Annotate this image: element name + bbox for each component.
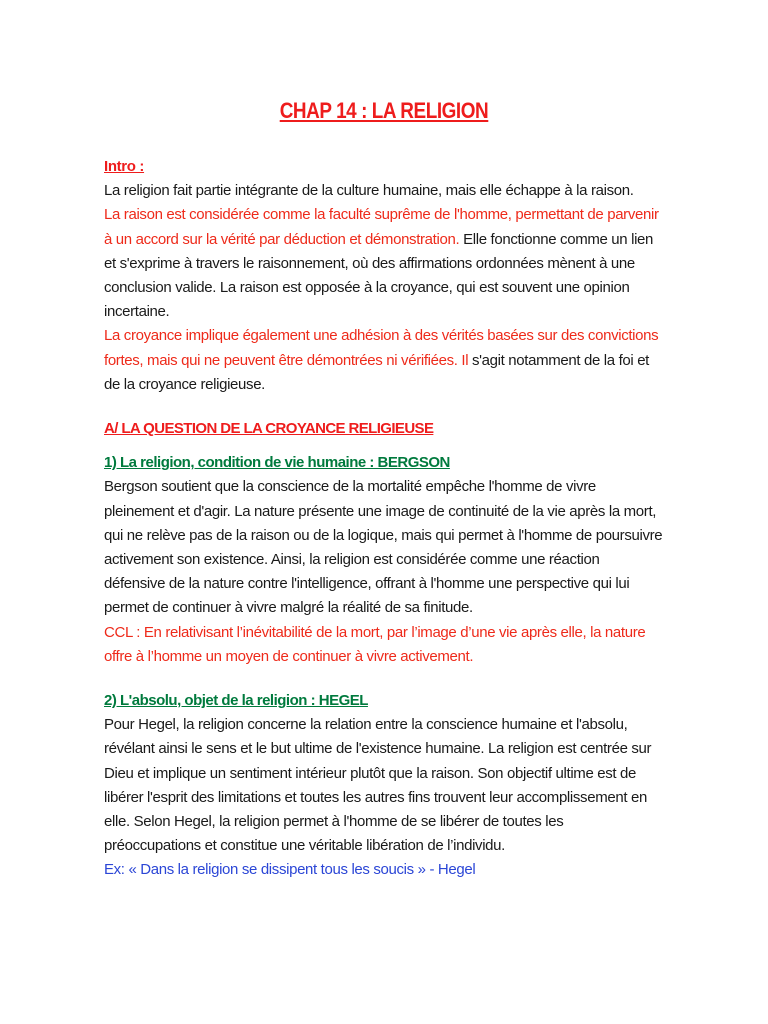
document-body xyxy=(104,155,664,883)
sub2-heading: 2) L'absolu, objet de la religion : HEGEL xyxy=(104,692,368,710)
sub2-body: Pour Hegel, la religion concerne la relation entre la conscience humaine et l'absolu, révélant ainsi le sens et le but ultime de l'existence humaine. La religion est centrée sur Dieu et implique un sentiment intérieur plutôt que la raison. Son objectif ultime est de libérer l'esprit des limitations et toutes les autres fins trouvent leur accomplissement en elle. Selon Hegel, la religion permet à l'homme de se libérer de toutes les préoccupations et constitue une véritable libération de l’individu. xyxy=(104,716,652,855)
page-title: CHAP 14 : LA RELIGION xyxy=(279,98,489,123)
intro-paragraph-3-text: s'agit notamment de la foi et de la croyance religieuse. xyxy=(104,351,650,393)
sub1-conclusion: CCL : En relativisant l’inévitabilité de la mort, par l’image d’une vie après elle, la nature offre à l’homme un moyen de continuer à vivre activement. xyxy=(104,623,646,665)
intro-paragraph-2-text: Elle fonctionne comme un lien et s'exprime à travers le raisonnement, où des affirmations ordonnées mènent à une conclusion valide. La raison est opposée à la croyance, qui est souvent une opinion incertaine. xyxy=(104,230,654,321)
intro-paragraph-3-highlight: La croyance implique également une adhésion à des vérités basées sur des convictions fortes, mais qui ne peuvent être démontrées ni vérifiées. Il xyxy=(104,327,659,369)
intro-heading: Intro : xyxy=(104,158,145,175)
sub1-heading: 1) La religion, condition de vie humaine : BERGSON xyxy=(104,454,450,472)
intro-paragraph-1: La religion fait partie intégrante de la culture humaine, mais elle échappe à la raison. xyxy=(104,182,634,200)
intro-paragraph-2-highlight: La raison est considérée comme la faculté suprême de l'homme, permettant de parvenir à un accord sur la vérité par déduction et démonstration. xyxy=(104,206,659,248)
sub1-body: Bergson soutient que la conscience de la mortalité empêche l'homme de vivre pleinement et d'agir. La nature présente une image de continuité de la vie après la mort, qui ne relève pas de la raison ou de la logique, mais qui permet à l'homme de poursuivre activement son existence. Ainsi, la religion est considérée comme une réaction défensive de la nature contre l'intelligence, offrant à l'homme une perspective qui lui permet de continuer à vivre malgré la réalité de sa finitude. xyxy=(104,478,663,617)
section-a-heading: A/ LA QUESTION DE LA CROYANCE RELIGIEUSE xyxy=(104,420,434,438)
sub2-example-quote: Ex: « Dans la religion se dissipent tous les soucis » - Hegel xyxy=(104,861,476,879)
intro-paragraph-2 xyxy=(104,203,664,324)
intro-paragraph-3 xyxy=(104,324,664,397)
